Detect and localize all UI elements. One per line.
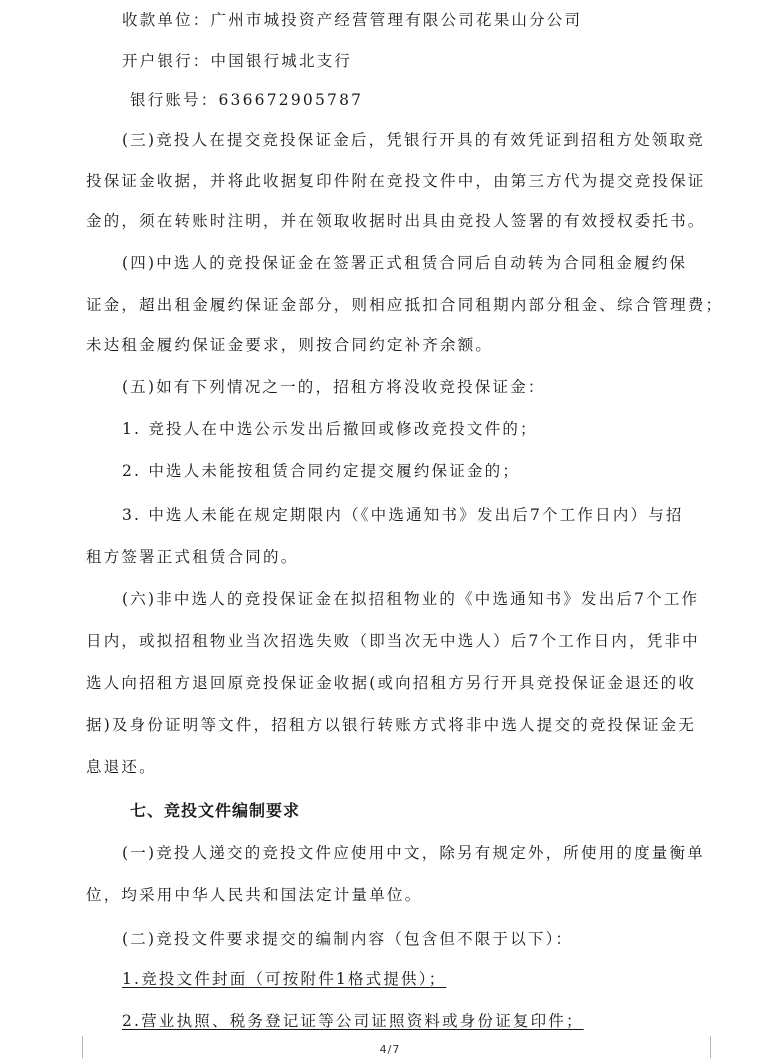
paragraph-6-line-2: 日内，或拟招租物业当次招选失败（即当次无中选人）后7个工作日内，凭非中	[86, 632, 700, 650]
requirement-item-1: 1.竞投文件封面（可按附件1格式提供）；	[122, 970, 447, 988]
page-number: 4/7	[379, 1043, 401, 1056]
list-item-1: 1. 竞投人在中选公示发出后撤回或修改竞投文件的；	[122, 420, 538, 438]
paragraph-4-line-1: (四)中选人的竞投保证金在签署正式租赁合同后自动转为合同租金履约保	[122, 254, 688, 272]
account-line: 银行账号：636672905787	[130, 91, 364, 109]
list-item-3-line-1: 3. 中选人未能在规定期限内（《中选通知书》发出后7个工作日内）与招	[122, 506, 684, 524]
paragraph-4-line-3: 未达租金履约保证金要求，则按合同约定补齐余额。	[86, 336, 494, 354]
paragraph-6-line-3: 选人向招租方退回原竞投保证金收据(或向招租方另行开具竞投保证金退还的收	[86, 674, 697, 692]
paragraph-5-line-1: (五)如有下列情况之一的，招租方将没收竞投保证金：	[122, 378, 546, 396]
paragraph-6-line-4: 据)及身份证明等文件，招租方以银行转账方式将非中选人提交的竞投保证金无	[86, 716, 697, 734]
list-item-2: 2. 中选人未能按租赁合同约定提交履约保证金的；	[122, 462, 521, 480]
requirement-item-2: 2.营业执照、税务登记证等公司证照资料或身份证复印件；	[122, 1012, 584, 1030]
paragraph-3-line-2: 投保证金收据，并将此收据复印件附在竞投文件中，由第三方代为提交竞投保证	[86, 172, 706, 190]
payee-line: 收款单位：广州市城投资产经营管理有限公司花果山分公司	[122, 11, 583, 29]
paragraph-6-line-5: 息退还。	[86, 758, 157, 776]
bank-line: 开户银行：中国银行城北支行	[122, 52, 353, 70]
section-7-para-1-line-1: (一)竞投人递交的竞投文件应使用中文，除另有规定外，所使用的度量衡单	[122, 844, 705, 862]
section-heading: 七、竞投文件编制要求	[130, 801, 301, 820]
list-item-3-line-2: 租方签署正式租赁合同的。	[86, 548, 299, 566]
paragraph-3-line-1: (三)竞投人在提交竞投保证金后，凭银行开具的有效凭证到招租方处领取竞	[122, 131, 705, 149]
paragraph-3-line-3: 金的，须在转账时注明，并在领取收据时出具由竞投人签署的有效授权委托书。	[86, 212, 706, 230]
section-7-para-2-line-1: (二)竞投文件要求提交的编制内容（包含但不限于以下）：	[122, 930, 574, 948]
section-7-para-1-line-2: 位，均采用中华人民共和国法定计量单位。	[86, 886, 423, 904]
paragraph-6-line-1: (六)非中选人的竞投保证金在拟招租物业的《中选通知书》发出后7个工作	[122, 590, 700, 608]
paragraph-4-line-2: 证金，超出租金履约保证金部分，则相应抵扣合同租期内部分租金、综合管理费；	[86, 296, 724, 314]
